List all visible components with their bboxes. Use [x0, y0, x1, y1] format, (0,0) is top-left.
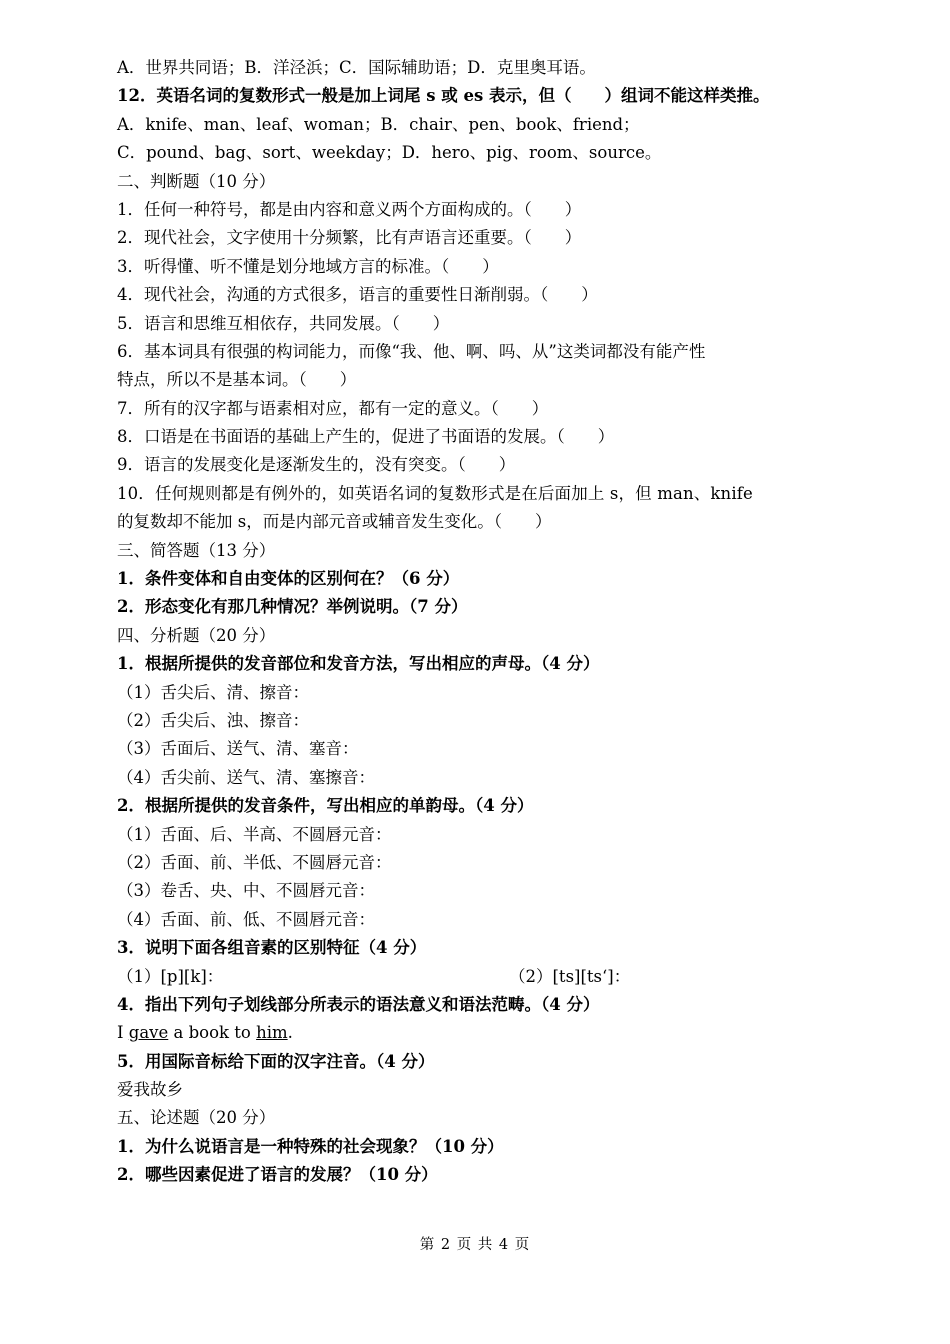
analysis-q2-stem: 2．根据所提供的发音条件，写出相应的单韵母。（4 分） [117, 796, 534, 816]
analysis-q2-item: （3）卷舌、央、中、不圆唇元音： [117, 881, 375, 901]
essay-item: 2．哪些因素促进了语言的发展？（10 分） [117, 1165, 438, 1185]
page-footer: 第 2 页 共 4 页 [419, 1237, 531, 1253]
underlined-word-gave: gave [128, 1023, 169, 1043]
true-false-item: 2．现代社会，文字使用十分频繁，比有声语言还重要。（ ） [117, 228, 582, 248]
q12-option-ab: A．knife、man、leaf、woman；B．chair、pen、book、friend； [117, 114, 640, 134]
true-false-item: 1．任何一种符号，都是由内容和意义两个方面构成的。（ ） [117, 199, 582, 219]
q11-options: A．世界共同语；B．洋泾浜；C．国际辅助语；D．克里奥耳语。 [117, 58, 596, 77]
true-false-item: 4．现代社会，沟通的方式很多，语言的重要性日渐削弱。（ ） [117, 285, 598, 305]
true-false-item: 10．任何规则都是有例外的，如英语名词的复数形式是在后面加上 s，但 man、knife [117, 483, 753, 503]
analysis-q3-items [117, 963, 829, 991]
true-false-item: 7．所有的汉字都与语素相对应，都有一定的意义。（ ） [117, 398, 549, 418]
analysis-q3-stem: 3．说明下面各组音素的区别特征（4 分） [117, 938, 427, 958]
true-false-item: 5．语言和思维互相依存，共同发展。（ ） [117, 313, 450, 333]
underlined-word-him: him [256, 1023, 288, 1043]
analysis-q1-stem: 1．根据所提供的发音部位和发音方法，写出相应的声母。（4 分） [117, 654, 600, 674]
analysis-q4-stem: 4．指出下列句子划线部分所表示的语法意义和语法范畴。（4 分） [117, 994, 600, 1014]
analysis-q1-item: （2）舌尖后、浊、擦音： [117, 710, 309, 730]
analysis-q5-text: 爱我故乡 [117, 1080, 183, 1100]
short-answer-item: 1．条件变体和自由变体的区别何在？（6 分） [117, 569, 460, 589]
analysis-q1-item: （4）舌尖前、送气、清、塞擦音： [117, 767, 375, 787]
analysis-q1-item: （1）舌尖后、清、擦音： [117, 682, 309, 702]
section-2-title: 二、判断题（10 分） [117, 171, 276, 191]
true-false-item: 6．基本词具有很强的构词能力，而像“我、他、啊、吗、从”这类词都没有能产性 [117, 341, 706, 361]
analysis-q2-item: （1）舌面、后、半高、不圆唇元音： [117, 824, 392, 844]
analysis-q2-item: （2）舌面、前、半低、不圆唇元音： [117, 852, 392, 872]
q12-stem: 12．英语名词的复数形式一般是加上词尾 s 或 es 表示，但（ ）组词不能这样类推。 [117, 86, 770, 106]
analysis-q1-item: （3）舌面后、送气、清、塞音： [117, 739, 359, 759]
essay-item: 1．为什么说语言是一种特殊的社会现象？（10 分） [117, 1136, 504, 1156]
true-false-item: 3．听得懂、听不懂是划分地域方言的标准。（ ） [117, 256, 499, 276]
true-false-item-cont: 特点，所以不是基本词。（ ） [117, 370, 357, 390]
section-4-title: 四、分析题（20 分） [117, 625, 276, 645]
section-3-title: 三、简答题（13 分） [117, 540, 276, 560]
sentence-part: a book to [168, 1023, 257, 1043]
sentence-part: I [117, 1023, 129, 1043]
exam-page [117, 54, 829, 1190]
true-false-item-cont: 的复数却不能加 s，而是内部元音或辅音发生变化。（ ） [117, 512, 552, 532]
analysis-q5-stem: 5．用国际音标给下面的汉字注音。（4 分） [117, 1051, 435, 1071]
sentence-part: . [287, 1023, 293, 1043]
section-5-title: 五、论述题（20 分） [117, 1108, 276, 1128]
analysis-q4-sentence [117, 1019, 829, 1047]
short-answer-item: 2．形态变化有那几种情况？举例说明。（7 分） [117, 597, 468, 617]
q12-option-cd: C．pound、bag、sort、weekday；D．hero、pig、room、source。 [117, 143, 662, 163]
analysis-q2-item: （4）舌面、前、低、不圆唇元音： [117, 909, 375, 929]
analysis-q3-item-1: （1）[p][k]： [117, 966, 224, 986]
analysis-q3-item-2: （2）[ts][ts‘]： [509, 966, 631, 986]
true-false-item: 9．语言的发展变化是逐渐发生的，没有突变。（ ） [117, 455, 516, 475]
true-false-item: 8．口语是在书面语的基础上产生的，促进了书面语的发展。（ ） [117, 427, 615, 447]
